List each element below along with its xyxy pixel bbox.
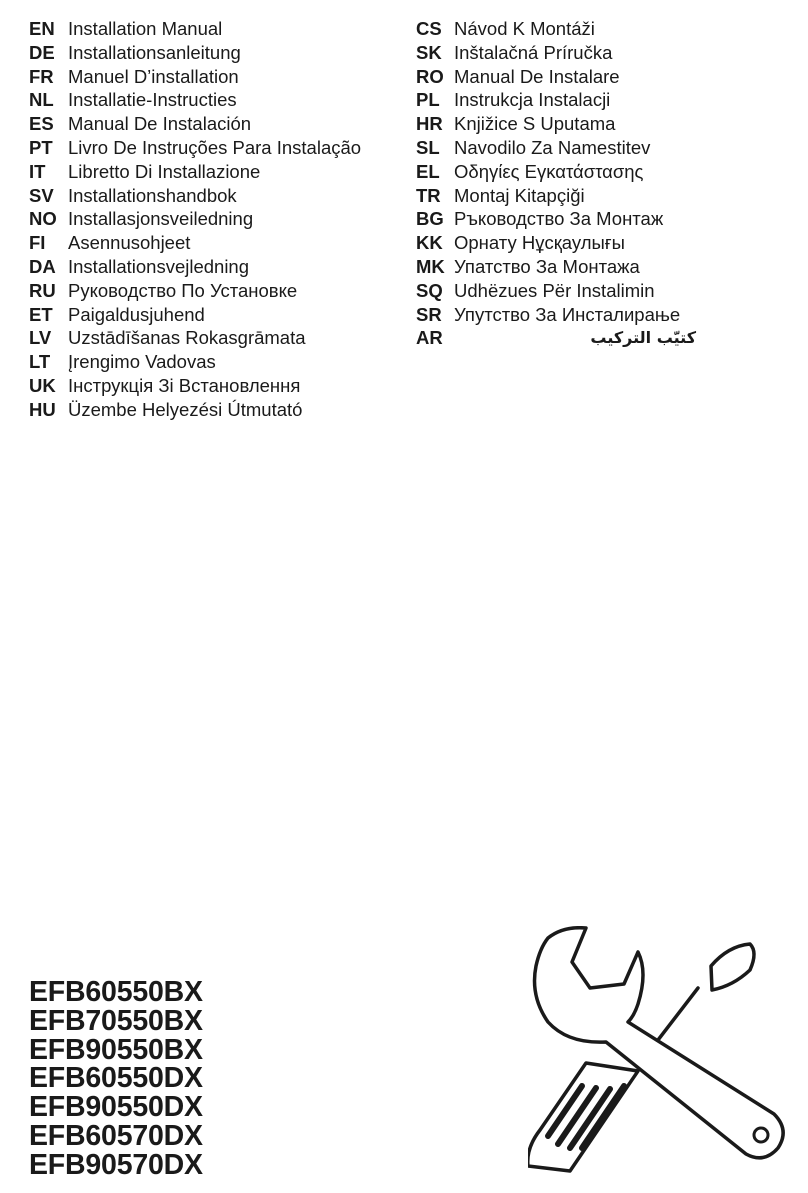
manual-title: Montaj Kitapçiği	[454, 184, 585, 206]
manual-title: Instrukcja Instalacji	[454, 89, 611, 111]
manual-title: Livro De Instruções Para Instalação	[68, 136, 362, 158]
language-row	[416, 17, 696, 41]
language-code: LV	[29, 327, 52, 349]
model-number: EFB90550BX	[29, 1033, 203, 1066]
manual-title: Manual De Instalare	[454, 65, 620, 87]
language-row	[29, 88, 399, 112]
language-code: EL	[416, 160, 440, 182]
manual-title: Návod K Montáži	[454, 18, 595, 39]
language-code: CS	[416, 18, 442, 39]
language-code: NO	[29, 208, 57, 230]
model-number: EFB60550BX	[29, 976, 203, 1008]
manual-title: Manuel D’installation	[68, 65, 239, 87]
manual-title: Uzstādīšanas Rokasgrāmata	[68, 327, 306, 349]
language-row	[29, 112, 399, 136]
manual-title: Navodilo Za Namestitev	[454, 136, 651, 158]
language-row	[416, 207, 696, 231]
language-row	[29, 41, 399, 65]
language-code: LT	[29, 351, 51, 373]
manual-title: Installationshandbok	[68, 184, 237, 206]
model-number: EFB60570DX	[29, 1119, 203, 1152]
manual-title: Knjižice S Uputama	[454, 113, 616, 135]
language-row	[29, 303, 399, 327]
language-code: ES	[29, 113, 54, 135]
language-list-right	[416, 17, 696, 350]
manual-title: Inštalačná Príručka	[454, 41, 613, 63]
manual-title: Руководство По Установке	[68, 279, 298, 301]
wrench-hole	[754, 1128, 768, 1142]
language-row	[29, 326, 399, 350]
language-code: ET	[29, 303, 53, 325]
language-code: KK	[416, 232, 443, 254]
language-code: FR	[29, 65, 54, 87]
language-code: SR	[416, 303, 442, 325]
language-row	[416, 160, 696, 184]
language-code: DE	[29, 41, 55, 63]
manual-title: Інструкція Зі Встановлення	[68, 374, 301, 396]
language-list-left	[29, 17, 399, 422]
language-row	[416, 112, 696, 136]
manual-title: Installation Manual	[68, 18, 223, 39]
language-row	[416, 88, 696, 112]
language-code: HR	[416, 113, 443, 135]
model-number: EFB90570DX	[29, 1148, 203, 1181]
language-row	[29, 279, 399, 303]
language-row	[29, 207, 399, 231]
screwdriver-handle	[528, 1063, 638, 1171]
language-row	[29, 160, 399, 184]
language-code: AR	[416, 327, 443, 349]
language-row	[29, 255, 399, 279]
language-row	[29, 17, 399, 41]
manual-title: Paigaldusjuhend	[68, 303, 205, 325]
wrench-screwdriver-icon	[528, 926, 790, 1176]
model-number: EFB90550DX	[29, 1091, 203, 1124]
language-row	[29, 398, 399, 422]
language-code: RO	[416, 65, 444, 87]
language-code: UK	[29, 374, 56, 396]
manual-title: Орнату Нұсқаулығы	[454, 232, 625, 254]
language-code: MK	[416, 255, 445, 277]
language-code: DA	[29, 255, 56, 277]
language-code: TR	[416, 184, 441, 206]
screwdriver-tip	[711, 944, 754, 990]
language-code: EN	[29, 18, 55, 39]
language-code: SQ	[416, 279, 443, 301]
language-code: PT	[29, 136, 53, 158]
language-row	[416, 41, 696, 65]
language-code: IT	[29, 160, 46, 182]
manual-title: Упутство За Инсталирање	[454, 303, 681, 325]
model-number: EFB60550DX	[29, 1062, 203, 1095]
manual-title: Ръководство За Монтаж	[454, 208, 664, 230]
language-row	[29, 374, 399, 398]
language-row	[29, 231, 399, 255]
manual-title: Installasjonsveiledning	[68, 208, 254, 230]
manual-title: Asennusohjeet	[68, 232, 191, 254]
manual-title: Manual De Instalación	[68, 113, 252, 135]
manual-title: Упатство За Монтажа	[454, 255, 640, 277]
manual-title: Įrengimo Vadovas	[68, 351, 216, 373]
language-code: RU	[29, 279, 56, 301]
language-code: PL	[416, 89, 440, 111]
language-code: SK	[416, 41, 442, 63]
language-code: BG	[416, 208, 444, 230]
model-number-list	[29, 978, 203, 1180]
manual-title: Libretto Di Installazione	[68, 160, 261, 182]
language-code: SL	[416, 136, 440, 158]
language-code: HU	[29, 398, 56, 420]
manual-title: Installationsanleitung	[68, 41, 241, 63]
manual-title: Installatie-Instructies	[68, 89, 237, 111]
language-code: NL	[29, 89, 54, 111]
manual-title: Udhëzues Për Instalimin	[454, 279, 655, 301]
language-code: SV	[29, 184, 54, 206]
language-row	[416, 279, 696, 303]
manual-title: كتيّب التركيب	[590, 328, 696, 348]
language-row	[416, 136, 696, 160]
manual-title: Installationsvejledning	[68, 255, 250, 277]
language-row	[416, 184, 696, 208]
manual-title: Üzembe Helyezési Útmutató	[68, 398, 303, 420]
model-number: EFB70550BX	[29, 1004, 203, 1037]
language-row	[416, 231, 696, 255]
manual-title: Οδηγίες Εγκατάστασης	[454, 160, 644, 182]
language-row	[29, 184, 399, 208]
language-row	[416, 326, 696, 350]
language-row	[416, 255, 696, 279]
language-row	[29, 350, 399, 374]
language-row	[416, 303, 696, 327]
language-code: FI	[29, 232, 46, 254]
language-row	[29, 65, 399, 89]
language-row	[29, 136, 399, 160]
language-row	[416, 65, 696, 89]
